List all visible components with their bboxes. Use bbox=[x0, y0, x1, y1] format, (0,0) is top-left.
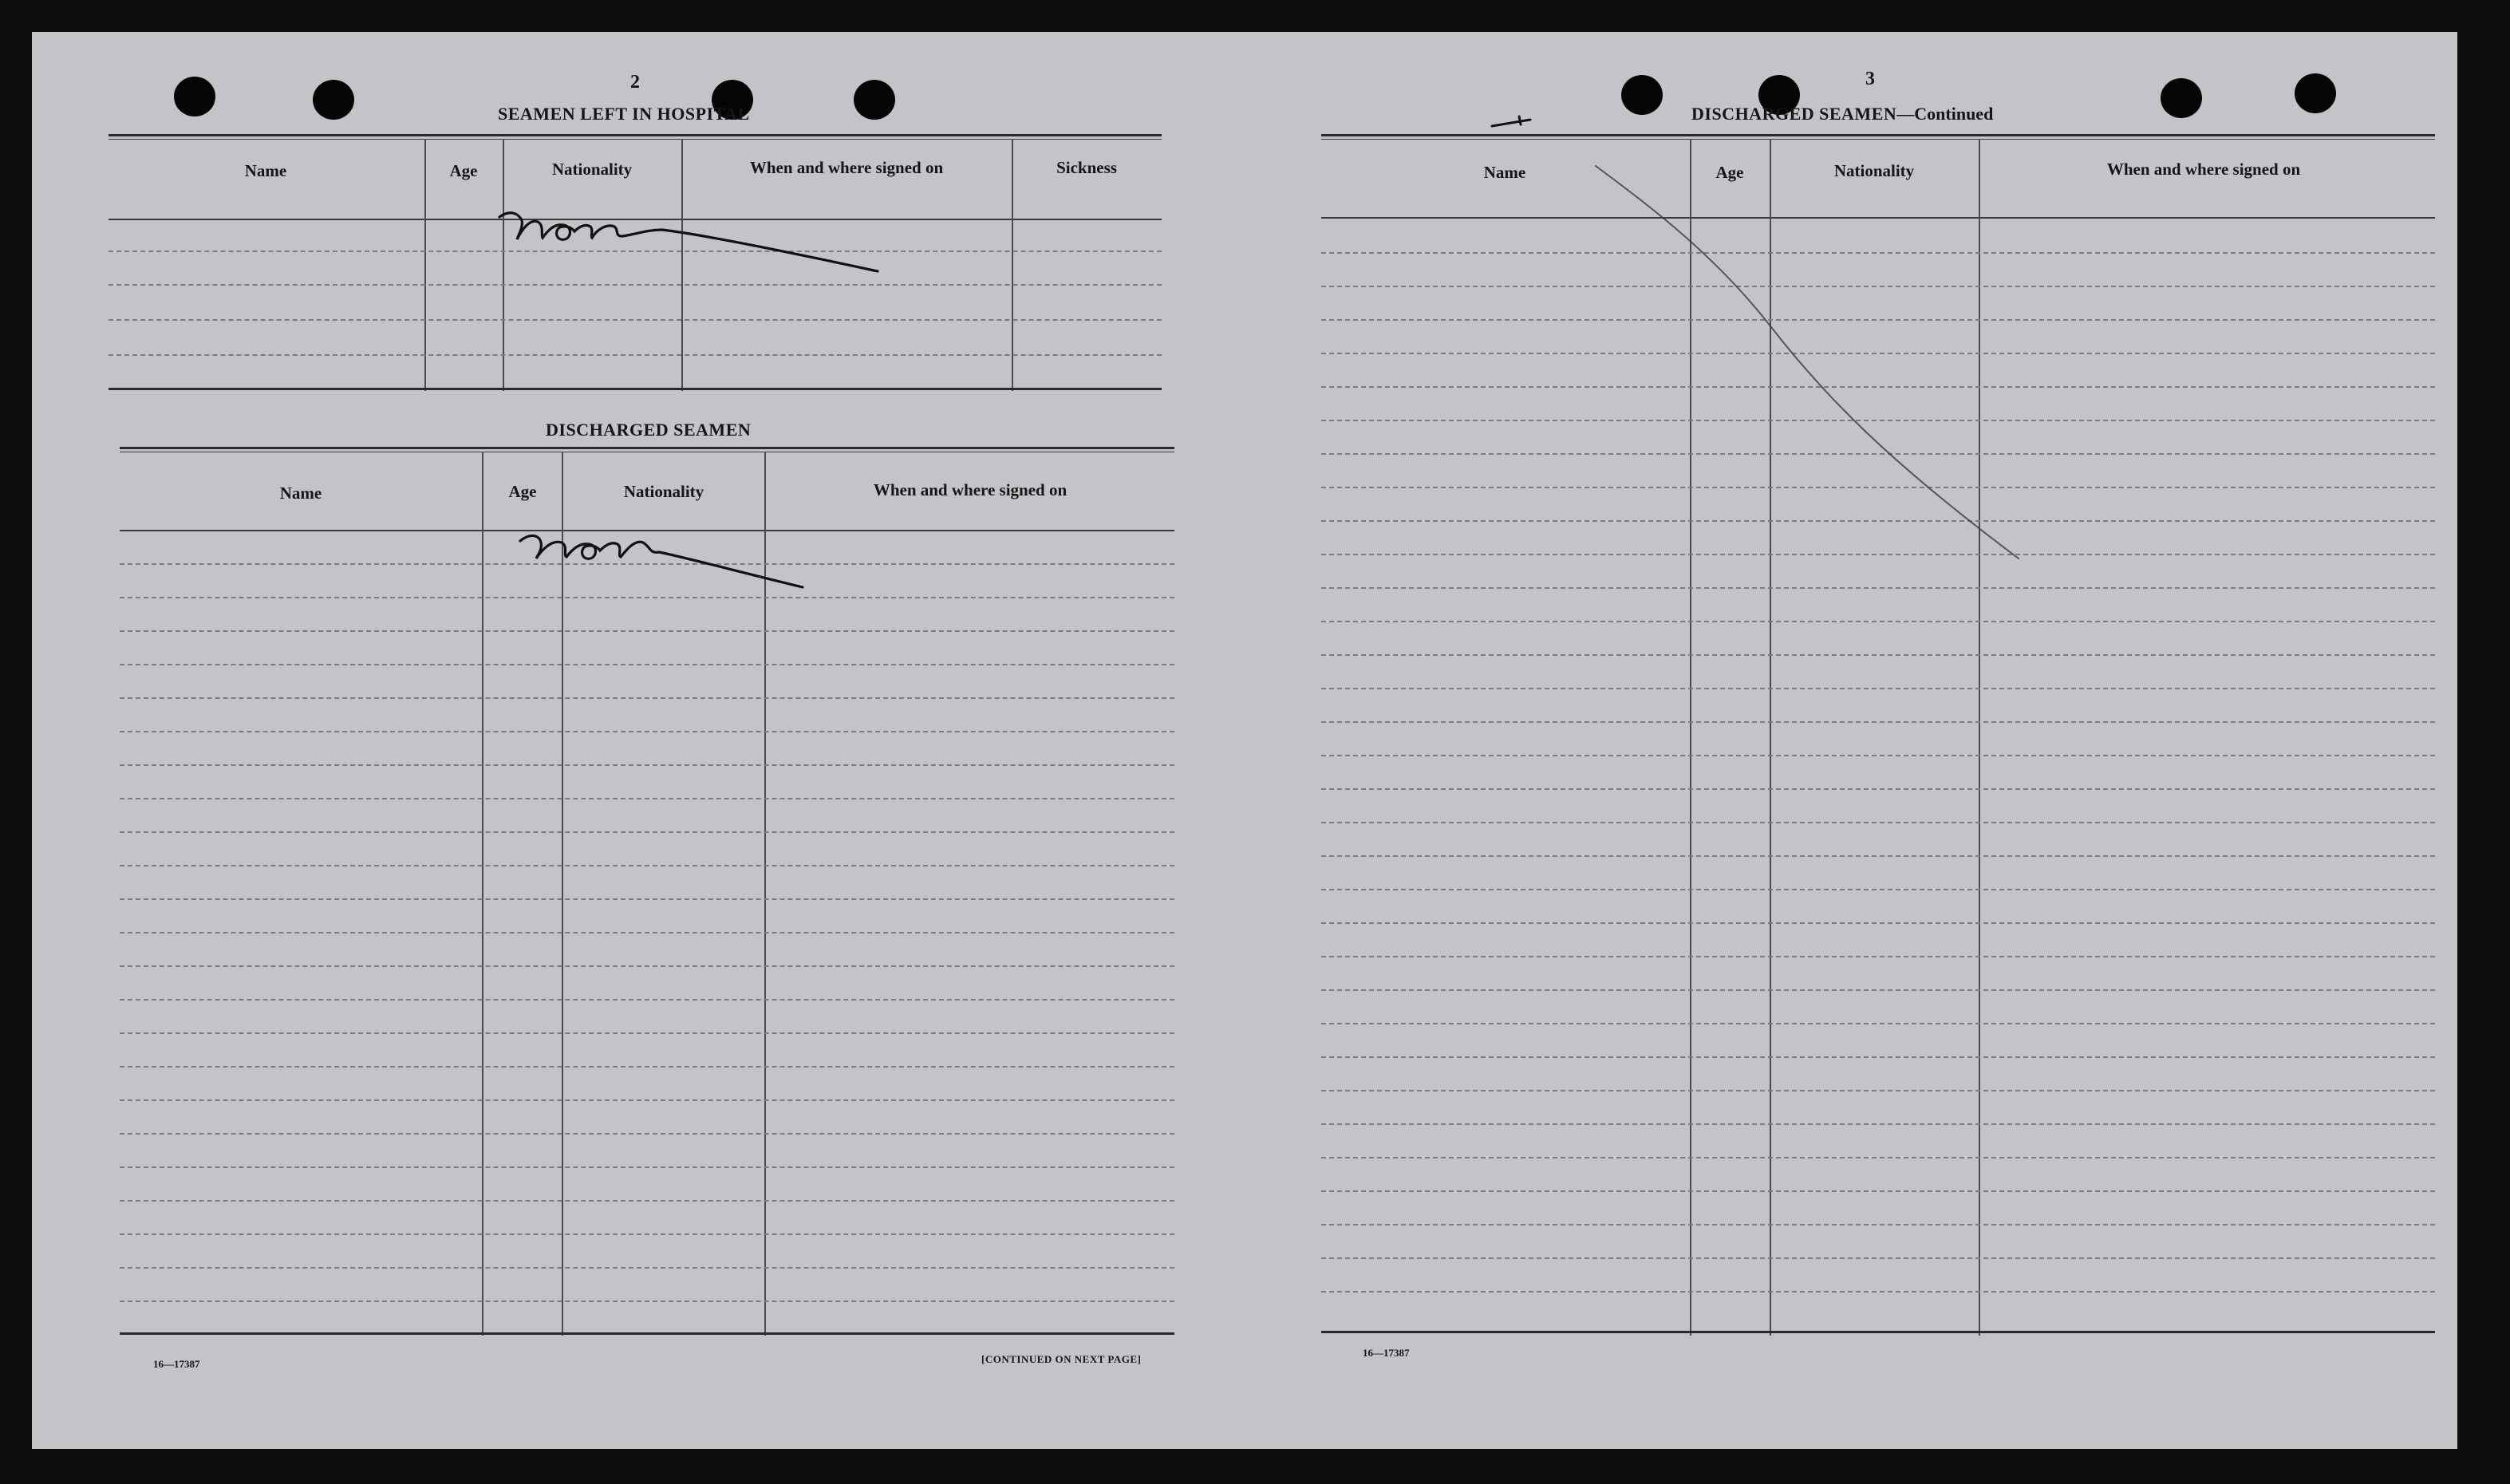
column-header-nationality: Nationality bbox=[1833, 161, 1915, 180]
column-header-when-where-signed-on: When and where signed on bbox=[2106, 160, 2301, 179]
page-number: 3 bbox=[1865, 69, 1875, 89]
form-number: 16—17387 bbox=[1363, 1347, 1410, 1359]
handwritten-none-hospital bbox=[503, 203, 596, 239]
column-header-age: Age bbox=[449, 161, 478, 180]
hospital-table bbox=[109, 134, 1162, 394]
column-header-sickness: Sickness bbox=[1056, 158, 1117, 177]
handwritten-none-discharged bbox=[558, 517, 652, 554]
column-header-name: Name bbox=[244, 161, 287, 180]
section-title-discharged-seamen-continued bbox=[1691, 104, 1993, 124]
discharged-seamen-continued-table bbox=[1321, 134, 2435, 1379]
column-header-nationality: Nationality bbox=[551, 160, 633, 179]
section-title-main: DISCHARGED SEAMEN bbox=[1691, 104, 1897, 124]
column-header-name: Name bbox=[279, 483, 322, 503]
punch-hole bbox=[313, 80, 354, 120]
punch-hole bbox=[854, 80, 895, 120]
punch-hole bbox=[174, 77, 215, 116]
column-header-age: Age bbox=[1715, 163, 1744, 182]
section-title-discharged-seamen: DISCHARGED SEAMEN bbox=[546, 420, 752, 440]
document-sheet bbox=[32, 32, 2457, 1449]
page-number: 2 bbox=[630, 72, 640, 93]
punch-hole bbox=[2295, 73, 2336, 113]
punch-hole bbox=[1621, 75, 1663, 115]
discharged-seamen-table bbox=[120, 447, 1174, 1380]
column-header-when-where-signed-on: When and where signed on bbox=[749, 158, 944, 177]
continued-on-next-page-note: [CONTINUED ON NEXT PAGE] bbox=[981, 1353, 1142, 1365]
column-header-when-where-signed-on: When and where signed on bbox=[873, 480, 1068, 499]
punch-hole bbox=[2161, 78, 2202, 118]
section-title-suffix: —Continued bbox=[1896, 104, 1994, 124]
column-header-age: Age bbox=[508, 482, 537, 501]
pencil-tick-mark bbox=[1489, 110, 1537, 134]
column-header-nationality: Nationality bbox=[623, 482, 704, 501]
form-number: 16—17387 bbox=[153, 1358, 200, 1370]
section-title-seamen-left-in-hospital: SEAMEN LEFT IN HOSPITAL bbox=[498, 104, 750, 124]
column-header-name: Name bbox=[1483, 163, 1526, 182]
